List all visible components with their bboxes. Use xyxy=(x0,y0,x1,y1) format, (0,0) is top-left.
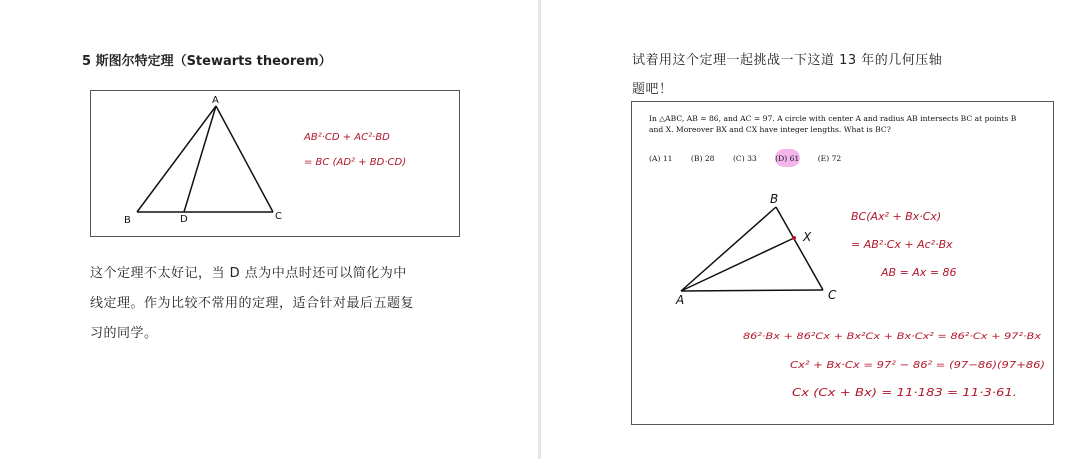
side-ab xyxy=(137,106,216,212)
vertex-label-c: C xyxy=(275,211,282,222)
problem-box xyxy=(631,101,1054,425)
vertex-label-c: C xyxy=(828,288,837,302)
vertex-label-a: A xyxy=(676,293,685,307)
choice-a: (A) 11 xyxy=(649,154,673,163)
side-ac xyxy=(216,106,273,212)
answer-choices xyxy=(649,154,857,163)
intro-line-2: 题吧！ xyxy=(632,82,673,97)
problem-line-1: In △ABC, AB = 86, and AC = 97. A circle with center A and radius AB intersects BC at points B xyxy=(649,114,1017,123)
segment-ax xyxy=(681,238,794,291)
work-line-2: = AB²·Cx + Ac²·Bx xyxy=(851,238,953,251)
formula-line-2: = BC (AD² + BD·CD) xyxy=(304,157,407,168)
choice-c: (C) 33 xyxy=(732,154,757,163)
para-line-2: 线定理。作为比较不常用的定理，适合针对最后五题复 xyxy=(90,296,415,311)
choice-d: (D) 61 xyxy=(775,154,800,163)
choice-e: (E) 72 xyxy=(817,154,842,163)
side-ac xyxy=(681,290,823,291)
intro-line-1: 试着用这个定理一起挑战一下这道 13 年的几何压轴 xyxy=(632,53,943,68)
formula-line-1: AB²·CD + AC²·BD xyxy=(304,132,390,143)
vertex-label-b: B xyxy=(124,215,131,226)
vertex-label-d: D xyxy=(180,214,188,225)
problem-figure xyxy=(632,102,1053,424)
vertex-label-b: B xyxy=(770,192,779,206)
cevian-ad xyxy=(184,106,216,212)
stewart-triangle-figure xyxy=(91,91,459,236)
para-line-3: 习的同学。 xyxy=(90,326,158,341)
section-heading: 5 斯图尔特定理（Stewarts theorem） xyxy=(82,54,332,69)
para-line-1: 这个定理不太好记，当 D 点为中点时还可以简化为中 xyxy=(90,266,407,281)
stewart-figure-box xyxy=(90,90,460,237)
side-ab xyxy=(681,207,776,291)
work-line-6: Cx (Cx + Bx) = 11·183 = 11·3·61. xyxy=(792,386,1017,399)
vertex-label-a: A xyxy=(212,95,219,106)
point-x xyxy=(792,236,796,240)
work-line-1: BC(Ax² + Bx·Cx) xyxy=(851,210,942,223)
work-line-5: Cx² + Bx·Cx = 97² − 86² = (97−86)(97+86) xyxy=(790,360,1045,371)
work-line-3: AB = Ax = 86 xyxy=(881,266,957,279)
problem-line-2: and X. Moreover BX and CX have integer lengths. What is BC? xyxy=(649,125,891,134)
choice-b: (B) 28 xyxy=(690,154,715,163)
vertex-label-x: X xyxy=(803,230,812,244)
work-line-4: 86²·Bx + 86²Cx + Bx²Cx + Bx·Cx² = 86²·Cx + 97²·Bx xyxy=(743,332,1042,342)
side-bc xyxy=(776,207,823,290)
problem-statement xyxy=(649,113,1016,135)
